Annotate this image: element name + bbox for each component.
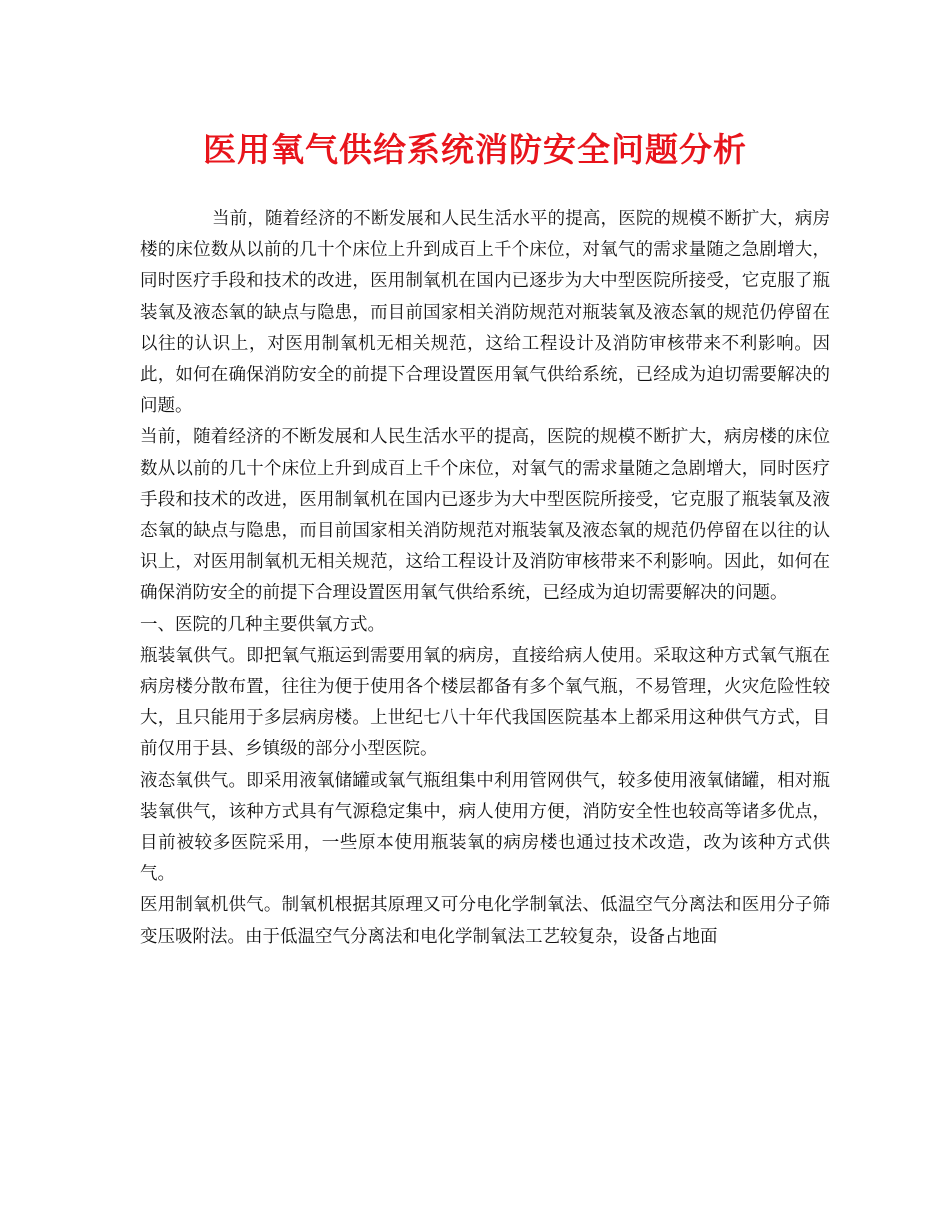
document-title: 医用氧气供给系统消防安全问题分析 [203, 130, 747, 169]
paragraph-bottled-oxygen: 瓶装氧供气。即把氧气瓶运到需要用氧的病房，直接给病人使用。采取这种方式氧气瓶在病房楼分散布置，往往为便于使用各个楼层都备有多个氧气瓶，不易管理，火灾危险性较大，且只能用于多层病房楼。上世纪七八十年代我国医院基本上都采用这种供气方式，目前仅用于县、乡镇级的部分小型医院。 [140, 645, 830, 760]
paragraph-intro: 当前，随着经济的不断发展和人民生活水平的提高，医院的规模不断扩大，病房楼的床位数从以前的几十个床位上升到成百上千个床位，对氧气的需求量随之急剧增大，同时医疗手段和技术的改进，医用制氧机在国内已逐步为大中型医院所接受，它克服了瓶装氧及液态氧的缺点与隐患，而目前国家相关消防规范对瓶装氧及液态氧的规范仍停留在以往的认识上，对医用制氧机无相关规范，这给工程设计及消防审核带来不利影响。因此，如何在确保消防安全的前提下合理设置医用氧气供给系统，已经成为迫切需要解决的问题。 [140, 209, 830, 417]
section-heading-supply-methods: 一、医院的几种主要供氧方式。 [140, 614, 385, 635]
paragraph-intro-repeat: 当前，随着经济的不断发展和人民生活水平的提高，医院的规模不断扩大，病房楼的床位数从以前的几十个床位上升到成百上千个床位，对氧气的需求量随之急剧增大，同时医疗手段和技术的改进，医用制氧机在国内已逐步为大中型医院所接受，它克服了瓶装氧及液态氧的缺点与隐患，而目前国家相关消防规范对瓶装氧及液态氧的规范仍停留在以往的认识上，对医用制氧机无相关规范，这给工程设计及消防审核带来不利影响。因此，如何在确保消防安全的前提下合理设置医用氧气供给系统，已经成为迫切需要解决的问题。 [140, 427, 830, 604]
paragraph-oxygen-generator: 医用制氧机供气。制氧机根据其原理又可分电化学制氧法、低温空气分离法和医用分子筛变压吸附法。由于低温空气分离法和电化学制氧法工艺较复杂，设备占地面 [140, 895, 830, 947]
paragraph-liquid-oxygen: 液态氧供气。即采用液氧储罐或氧气瓶组集中利用管网供气，较多使用液氧储罐，相对瓶装氧供气，该种方式具有气源稳定集中，病人使用方便，消防安全性也较高等诸多优点，目前被较多医院采用，一些原本使用瓶装氧的病房楼也通过技术改造，改为该种方式供气。 [140, 770, 830, 885]
document-body [140, 204, 830, 953]
